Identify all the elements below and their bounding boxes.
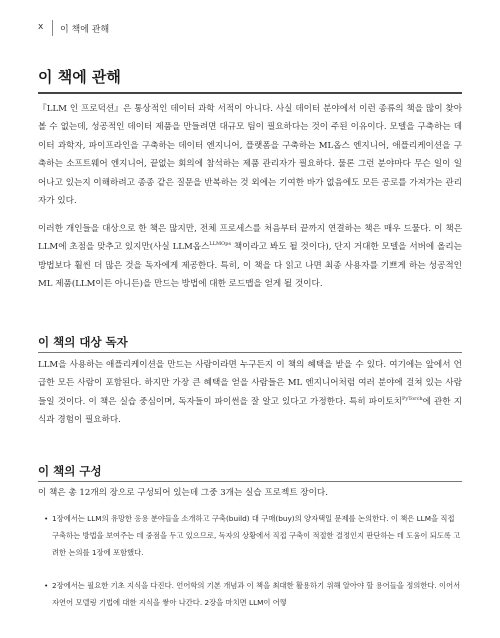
heading-rule [38, 481, 462, 482]
paragraph-structure-intro: 이 책은 총 12개의 장으로 구성되어 있는데 그중 3개는 실습 프로젝트 장이다. [38, 488, 328, 498]
paragraph-about-1: 『LLM 인 프로덕션』은 통상적인 데이터 과학 서적이 아니다. 사실 데이터 분야에서 이런 종류의 책을 많이 찾아볼 수 없는데, 성공적인 데이터 제품을 만들려면 대규모 팀이 필요하다는 것이 주된 이유이다. 모델을 구축하는 데이터 과학자, 파이프라인을 구축하는 데이터 엔지니어, 플랫폼을 구축하는 ML옵스 엔지니어, 애플리케이션을 구축하는 소프트웨어 엔지니어, 끝없는 회의에 참석하는 제품 관리자가 필요하다. 물론 그런 분야마다 무슨 일이 일어나고 있는지 이해하려고 종종 같은 질문을 반복하는 것 외에는 기여한 바가 없음에도 모든 공로를 가져가는 관리자가 있다. [38, 104, 462, 207]
pytorch-superscript: PyTorch [402, 395, 423, 402]
section-heading-audience: 이 책의 대상 독자 [38, 335, 128, 349]
paragraph-about-2-a: 이러한 개인들을 대상으로 한 책은 많지만, 전체 프로세스를 처음부터 끝까지 연결하는 책은 매우 드물다. 이 책은 LLM에 초점을 맞추고 있지만(사실 LLM옵스 [38, 224, 462, 253]
list-item-text: 1장에서는 LLM의 유망한 응용 분야들을 소개하고 구축(build) 대 구매(buy)의 양자택일 문제를 논의한다. 이 책은 LLM을 직접 구축하는 방법을 보여주는 데 중점을 두고 있으므로, 독자의 상황에서 직접 구축이 적절한 결정인지 판단하는 데 도움이 되도록 고려한 논의를 1장에 포함했다. [52, 514, 461, 557]
running-header [30, 20, 470, 38]
paragraph-about-2-b: 책이라고 봐도 될 것이다), 단지 거대한 모델을 서버에 올리는 방법보다 훨씬 더 많은 것을 독자에게 제공한다. 특히, 이 책을 다 읽고 나면 최종 사용자를 기쁘게 하는 성공적인 ML 제품(LLM이든 아니든)을 만드는 방법에 대한 로드맵을 얻게 될 것이다. [38, 242, 462, 290]
paragraph-audience-b: 에 관한 지식과 경험이 필요하다. [38, 396, 463, 426]
page-number: x [38, 22, 44, 32]
paragraph-audience-a: LLM을 사용하는 애플리케이션을 만드는 사람이라면 누구든지 이 책의 혜택을 받을 수 있다. 여기에는 앞에서 언급한 모든 사람이 포함된다. 하지만 가장 큰 혜택을 얻을 사람들은 ML 엔지니어처럼 여러 분야에 걸쳐 있는 사람들일 것이다. 이 책은 실습 중심이며, 독자들이 파이썬을 잘 알고 있다고 가정한다. 특히 파이토치 [38, 360, 462, 407]
list-item [44, 577, 462, 611]
header-divider [52, 20, 53, 36]
section-heading-structure: 이 책의 구성 [38, 464, 102, 478]
running-title: 이 책에 관해 [60, 25, 110, 35]
list-item [44, 510, 462, 561]
paragraph-about-2 [38, 220, 462, 294]
paragraph-audience [38, 356, 462, 430]
llmops-superscript: LLMOps [209, 241, 232, 248]
list-item-text: 2장에서는 필요한 기초 지식을 다진다. 언어학의 기본 개념과 이 책을 최대한 활용하기 위해 알아야 할 용어들을 정의한다. 이어서 자연어 모델링 기법에 대한 지식을 쌓아 나간다. 2장을 마치면 LLM이 어떻 [52, 581, 461, 607]
heading-rule [38, 352, 462, 353]
bullet-icon: • [44, 514, 49, 523]
bullet-icon: • [44, 581, 49, 590]
heading-rule [38, 92, 462, 94]
section-heading-about: 이 책에 관해 [38, 68, 121, 86]
